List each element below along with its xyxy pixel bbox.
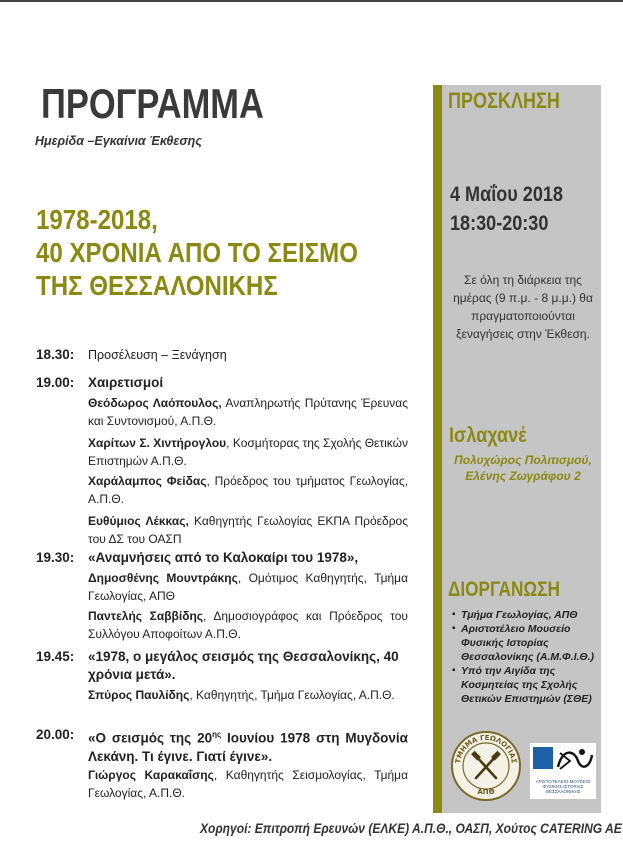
- speaker-entry: [88, 569, 408, 605]
- museum-logo: [530, 743, 596, 799]
- slot-title-superscript: ης: [212, 730, 222, 739]
- page-title: ΠΡΟΓΡΑΜΜΑ: [41, 80, 264, 127]
- event-date: 4 Μαΐου 2018: [450, 183, 563, 206]
- headline-line-1: 1978-2018,: [36, 204, 158, 235]
- museum-logo-mark-icon: [530, 743, 596, 779]
- organizers-heading: ΔΙΟΡΓΑΝΩΣΗ: [448, 578, 560, 601]
- venue-address-line-2: Ελένης Ζωγράφου 2: [465, 469, 581, 483]
- slot-time: 19.30:: [36, 550, 75, 565]
- speaker-entry: [88, 686, 408, 704]
- speaker-role: , Καθηγητής, Τμήμα Γεωλογίας, Α.Π.Θ.: [189, 688, 395, 702]
- geology-department-seal-logo: [450, 730, 522, 802]
- slot-title-part: «Ο σεισμός της 20: [88, 730, 213, 746]
- speaker-entry: [88, 434, 408, 470]
- sidebar-accent-bar: [433, 85, 442, 813]
- invitation-heading: ΠΡΟΣΚΛΗΣΗ: [448, 88, 560, 113]
- speaker-name: Παντελής Σαββίδης: [88, 609, 204, 623]
- slot-title: Χαιρετισμοί: [88, 375, 164, 390]
- slot-time: 20.00:: [36, 727, 75, 742]
- museum-logo-text: ΑΡΙΣΤΟΤΕΛΕΙΟ ΜΟΥΣΕΙΟ ΦΥΣΙΚΗΣ ΙΣΤΟΡΙΑΣ ΘΕΣΣΑΛΟΝΙΚΗΣ: [535, 779, 591, 794]
- svg-text:ΤΜΗΜΑ ΓΕΩΛΟΓΙΑΣ: ΤΜΗΜΑ ΓΕΩΛΟΓΙΑΣ: [454, 733, 518, 765]
- slot-time: 18.30:: [36, 347, 75, 362]
- slot-title: [88, 726, 408, 766]
- speaker-entry: [88, 472, 408, 508]
- organizer-item: ▪ Τμήμα Γεωλογίας, ΑΠΘ: [452, 608, 598, 622]
- slot-time: 19.45:: [36, 649, 75, 664]
- slot-title-part: Ιουνίου 1978 στη Μυγδονία Λεκάνη. Τι έγινε. Γιατί έγινε».: [88, 730, 408, 764]
- speaker-entry: [88, 512, 408, 548]
- speaker-name: Θεόδωρος Λαόπουλος,: [88, 396, 222, 410]
- speaker-name: Δημοσθένης Μουντράκης: [88, 571, 238, 585]
- speaker-role: , Καθηγητής Σεισμολογίας, Τμήμα Γεωλογίας, Α.Π.Θ.: [88, 768, 409, 800]
- speaker-name: Ευθύμιος Λέκκας,: [88, 514, 189, 528]
- event-time: 18:30-20:30: [450, 212, 549, 235]
- speaker-entry: [88, 607, 408, 643]
- speaker-role: , Δημοσιογράφος και Πρόεδρος του Συλλόγου Αποφοίτων Α.Π.Θ.: [88, 609, 408, 641]
- headline: [36, 203, 358, 302]
- organizer-item: ▪ Αριστοτέλειο Μουσείο Φυσικής Ιστορίας Θεσσαλονίκης (Α.Μ.Φ.Ι.Θ.): [452, 622, 598, 664]
- speaker-name: Χαράλαμπος Φείδας: [88, 474, 207, 488]
- headline-line-3: ΤΗΣ ΘΕΣΣΑΛΟΝΙΚΗΣ: [36, 270, 278, 301]
- organizers-list: [452, 608, 598, 706]
- venue-name: Ισλαχανέ: [449, 424, 527, 447]
- top-border: [0, 0, 623, 2]
- speaker-role: , Κοσμήτορας της Σχολής Θετικών Επιστημών Α.Π.Θ.: [88, 436, 409, 468]
- speaker-name: Γιώργος Καρακαΐσης: [88, 768, 214, 782]
- slot-title: Προσέλευση – Ξενάγηση: [88, 348, 227, 362]
- venue-address-line-1: Πολυχώρος Πολιτισμού,: [454, 453, 592, 467]
- speaker-entry: [88, 394, 408, 430]
- organizer-item: ▪ Υπό την Αιγίδα της Κοσμητείας της Σχολής Θετικών Επιστημών (ΣΘΕ): [452, 664, 598, 706]
- speaker-role: , Ομότιμος Καθηγητής, Τμήμα Γεωλογίας, ΑΠΘ: [88, 571, 409, 603]
- speaker-entry: [88, 766, 408, 802]
- speaker-role: , Πρόεδρος του τμήματος Γεωλογίας, Α.Π.Θ.: [88, 474, 408, 506]
- headline-line-2: 40 ΧΡΟΝΙΑ ΑΠΟ ΤΟ ΣΕΙΣΜΟ: [36, 237, 358, 268]
- sponsors-line: Χορηγοί: Επιτροπή Ερευνών (ΕΛΚΕ) Α.Π.Θ., ΟΑΣΠ, Χούτος CATERING AE: [200, 820, 622, 836]
- speaker-role: Καθηγητής Γεωλογίας ΕΚΠΑ Πρόεδρος του ΔΣ του ΟΑΣΠ: [88, 514, 408, 546]
- svg-text:ΑΠΘ: ΑΠΘ: [477, 788, 495, 796]
- speaker-name: Σπύρος Παυλίδης: [88, 688, 190, 702]
- speaker-role: Αναπληρωτής Πρύτανης Έρευνας και Συντονισμού, Α.Π.Θ.: [88, 396, 408, 428]
- tour-note: Σε όλη τη διάρκεια της ημέρας (9 π.μ. - 8 μ.μ.) θα πραγματοποιούνται ξεναγήσεις στην Έκθεση.: [453, 273, 593, 341]
- slot-title: «Αναμνήσεις από το Καλοκαίρι του 1978»,: [88, 550, 359, 565]
- event-datetime: [450, 180, 563, 238]
- speaker-name: Χαρίτων Σ. Χιντήρογλου: [88, 436, 227, 450]
- slot-time: 19.00:: [36, 375, 75, 390]
- page-subtitle: Ημερίδα –Εγκαίνια Έκθεσης: [35, 134, 202, 148]
- slot-title: «1978, ο μεγάλος σεισμός της Θεσσαλονίκης, 40 χρόνια μετά».: [88, 649, 399, 682]
- venue-address: [447, 452, 599, 484]
